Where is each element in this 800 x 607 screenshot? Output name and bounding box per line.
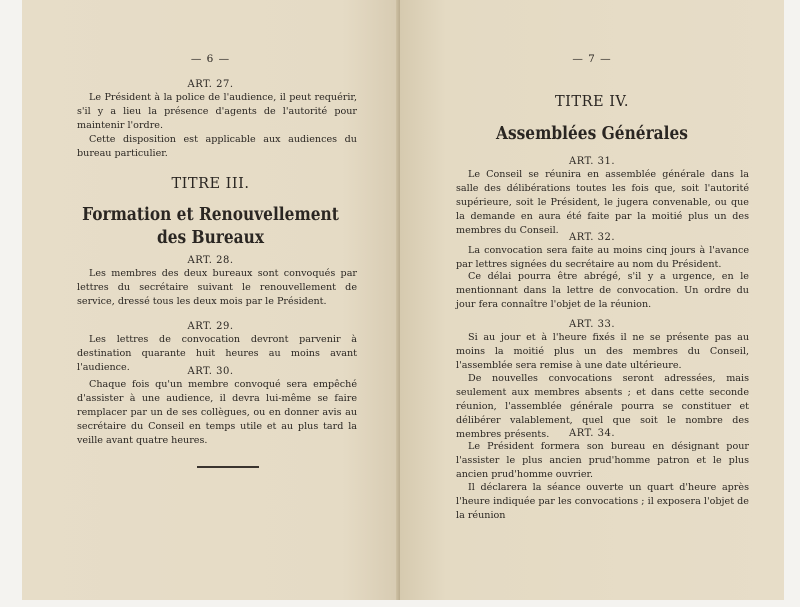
article-paragraph: Le Président formera son bureau en désignant pour l'assister le plus ancien prud'homme patron et le plus ancien prud'homme ouvrier.: [456, 441, 749, 480]
article-paragraph: Les membres des deux bureaux sont convoqués par lettres du secrétaire suivant le renouvellement de service, dressé tous les deux mois par le Président.: [77, 268, 357, 307]
article-label: ART. 31.: [568, 156, 616, 167]
open-booklet: [22, 0, 787, 607]
section-heading: Assemblées Générales: [495, 124, 688, 144]
section-heading: des Bureaux: [156, 228, 265, 248]
article-label: ART. 29.: [187, 321, 234, 332]
right-page: [400, 0, 784, 600]
article-paragraph: Il déclarera la séance ouverte un quart d'heure après l'heure indiquée par les convocations ; il exposera l'objet de la réunion: [456, 482, 749, 521]
article-paragraph: De nouvelles convocations seront adressées, mais seulement aux membres absents ; et dans cette seconde réunion, l'assemblée générale pourra se constituer et délibérer valablement, quel que soit le nombre des membres présents.: [456, 373, 749, 440]
article-label: ART. 32.: [568, 232, 616, 243]
article-label: ART. 34.: [568, 428, 616, 439]
section-title: TITRE III.: [171, 176, 250, 192]
article-label: ART. 27.: [187, 79, 234, 90]
article-paragraph: Ce délai pourra être abrégé, s'il y a urgence, en le mentionnant dans la lettre de convocation. Un ordre du jour fera connaître l'objet de la réunion.: [456, 271, 749, 310]
article-label: ART. 28.: [187, 255, 234, 266]
article-label: ART. 33.: [568, 319, 616, 330]
article-paragraph: Chaque fois qu'un membre convoqué sera empêché d'assister à une audience, il devra lui-même se faire remplacer par un de ses collègues, ou en donner avis au secrétaire du Conseil en temps utile et au plus tard la veille avant quatre heures.: [77, 379, 357, 446]
article-paragraph: Si au jour et à l'heure fixés il ne se présente pas au moins la moitié plus un des membres du Conseil, l'assemblée sera remise à une date ultérieure.: [456, 332, 749, 371]
page-number: — 7 —: [572, 53, 612, 65]
left-page: [22, 0, 399, 600]
article-label: ART. 30.: [187, 366, 234, 377]
section-title: TITRE IV.: [555, 94, 629, 110]
article-paragraph: La convocation sera faite au moins cinq jours à l'avance par lettres signées du secrétaire au nom du Président.: [456, 245, 749, 270]
article-paragraph: Le Président à la police de l'audience, il peut requérir, s'il y a lieu la présence d'agents de l'autorité pour maintenir l'ordre.: [77, 92, 357, 131]
page-number: — 6 —: [190, 53, 231, 65]
article-paragraph: Le Conseil se réunira en assemblée générale dans la salle des délibérations toutes les fois que, soit l'autorité supérieure, soit le Président, le jugera convenable, ou que la demande en aura été faite par la moitié plus un des membres du Conseil.: [456, 169, 749, 236]
closing-rule: [197, 466, 259, 468]
article-paragraph: Les lettres de convocation devront parvenir à destination quarante huit heures au moins avant l'audience.: [77, 334, 357, 373]
section-heading: Formation et Renouvellement: [82, 205, 339, 225]
article-paragraph: Cette disposition est applicable aux audiences du bureau particulier.: [77, 134, 357, 159]
